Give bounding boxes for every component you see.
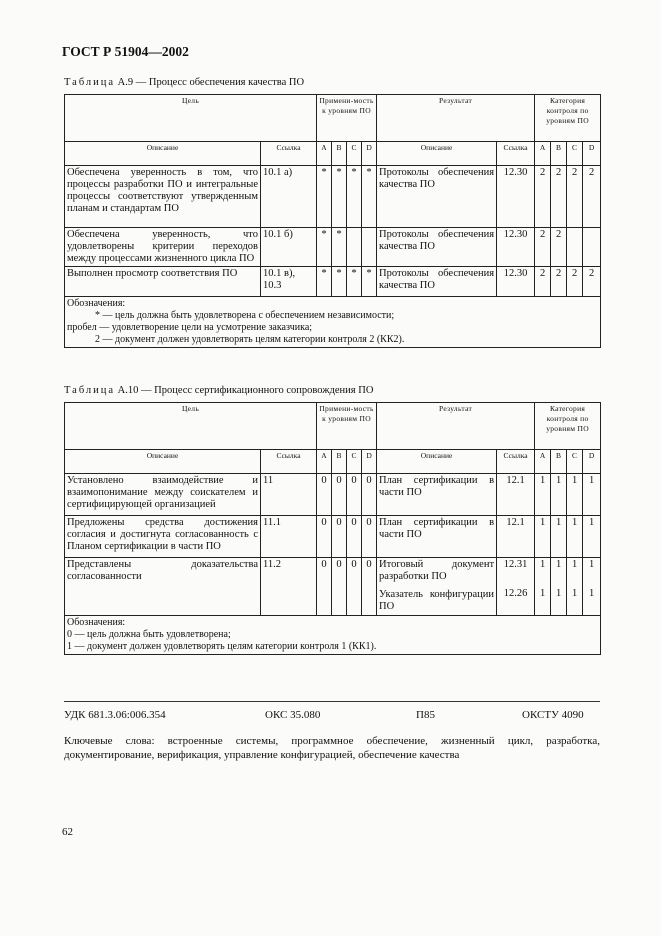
- result-reference-cell: [497, 267, 535, 297]
- result-reference-cell: [497, 516, 535, 558]
- category-value: 1: [555, 588, 562, 599]
- category-value: 1: [571, 517, 578, 528]
- applicability-mark: 0: [317, 516, 332, 558]
- notes-line: пробел — удовлетворение цели на усмотрение заказчика;: [67, 322, 313, 333]
- result-reference: 12.30: [503, 167, 528, 178]
- category-cell: [567, 516, 583, 558]
- goal-header: Цель: [65, 95, 317, 142]
- notes-line: 0 — цель должна быть удовлетворена;: [67, 629, 231, 640]
- result-reference-header: Ссылка: [497, 142, 535, 166]
- applicability-mark: 0: [332, 474, 347, 516]
- okstu-code: ОКСТУ 4090: [522, 709, 584, 721]
- category-cell: [567, 166, 583, 228]
- category-level-header: B: [551, 450, 567, 474]
- level-header: C: [347, 450, 362, 474]
- goal-reference: 10.1 а): [261, 166, 317, 228]
- category-value: 2: [539, 268, 546, 279]
- result-description: План сертификации в части ПО: [379, 475, 495, 498]
- goal-description: Представлены доказательства согласованности: [65, 558, 261, 616]
- result-header: Результат: [377, 95, 535, 142]
- table9-caption-prefix: Таблица: [64, 77, 116, 88]
- category-cell: [551, 267, 567, 297]
- goal-description: Установлено взаимодействие и взаимопонимание между соискателем и сертифицирующей организацией: [65, 474, 261, 516]
- applicability-mark: *: [317, 267, 332, 297]
- goal-description: Обеспечена уверенность, что удовлетворены критерии переходов между процессами жизненного цикла ПО: [65, 228, 261, 267]
- table-row: [65, 516, 601, 558]
- result-description-cell: [377, 558, 497, 616]
- applicability-mark: 0: [332, 516, 347, 558]
- keywords: Ключевые слова: встроенные системы, программное обеспечение, жизненный цикл, разработка, документирование, верификация, управление конфигурацией, обеспечение качества: [64, 735, 600, 761]
- footer-divider: [64, 701, 600, 702]
- level-header: B: [332, 142, 347, 166]
- reference-header: Ссылка: [261, 142, 317, 166]
- applicability-mark: 0: [347, 558, 362, 616]
- category-value: 1: [539, 475, 546, 486]
- category-value: 1: [588, 588, 595, 599]
- category-cell: [535, 474, 551, 516]
- result-description-cell: [377, 516, 497, 558]
- category-value: 2: [588, 167, 595, 178]
- applicability-mark: 0: [317, 558, 332, 616]
- applicability-mark: [347, 228, 362, 267]
- applicability-mark: *: [332, 166, 347, 228]
- applicability-mark: 0: [332, 558, 347, 616]
- level-header: A: [317, 450, 332, 474]
- category-value: [569, 229, 580, 240]
- result-description: Протоколы обеспечения качества ПО: [379, 229, 495, 252]
- result-description: Протоколы обеспечения качества ПО: [379, 167, 495, 190]
- result-reference: 12.30: [503, 229, 528, 240]
- category-level-header: C: [567, 142, 583, 166]
- category-cell: [535, 228, 551, 267]
- result-reference-cell: [497, 228, 535, 267]
- category-cell: [535, 516, 551, 558]
- category-value: 1: [588, 559, 595, 570]
- category-cell: [551, 166, 567, 228]
- category-value: 2: [571, 167, 578, 178]
- category-value: 2: [539, 167, 546, 178]
- applicability-mark: 0: [362, 558, 377, 616]
- level-header: C: [347, 142, 362, 166]
- applicability-mark: 0: [362, 474, 377, 516]
- result-description-cell: [377, 474, 497, 516]
- applicability-mark: *: [347, 267, 362, 297]
- notes-title: Обозначения:: [67, 298, 126, 309]
- applicability-mark: *: [362, 267, 377, 297]
- category-value: 1: [571, 475, 578, 486]
- goal-reference: 11.1: [261, 516, 317, 558]
- category-cell: [583, 516, 601, 558]
- goal-reference: 11: [261, 474, 317, 516]
- notes: [65, 297, 601, 348]
- applicability-mark: *: [317, 166, 332, 228]
- result-description-cell: [377, 267, 497, 297]
- result-reference-header: Ссылка: [497, 450, 535, 474]
- category-value: 1: [555, 559, 562, 570]
- result-description-cell: [377, 166, 497, 228]
- category-cell: [535, 166, 551, 228]
- table-a10: [64, 402, 601, 655]
- result-description: План сертификации в части ПО: [379, 517, 495, 540]
- table10-caption-text: А.10 — Процесс сертификационного сопровождения ПО: [115, 385, 374, 396]
- table10-caption-prefix: Таблица: [64, 385, 116, 396]
- result-reference-cell: [497, 558, 535, 616]
- table-row: [65, 474, 601, 516]
- goal-header: Цель: [65, 403, 317, 450]
- category-header: Категория контроля по уровням ПО: [535, 95, 601, 142]
- category-header: Категория контроля по уровням ПО: [535, 403, 601, 450]
- applicability-mark: [362, 228, 377, 267]
- category-level-header: A: [535, 450, 551, 474]
- page-number: 62: [62, 826, 73, 838]
- category-cell: [551, 228, 567, 267]
- category-value: 1: [571, 588, 578, 599]
- result-reference: 12.1: [506, 475, 525, 486]
- category-value: 1: [555, 517, 562, 528]
- category-value: 1: [571, 559, 578, 570]
- table-row: [65, 558, 601, 616]
- notes-line: 1 — документ должен удовлетворять целям категории контроля 1 (КК1).: [67, 641, 377, 652]
- applicability-mark: 0: [362, 516, 377, 558]
- category-cell: [551, 516, 567, 558]
- category-cell: [551, 558, 567, 616]
- category-value: 2: [571, 268, 578, 279]
- result-reference: 12.26: [503, 588, 528, 599]
- category-value: 2: [588, 268, 595, 279]
- notes-line: 2 — документ должен удовлетворять целям категории контроля 2 (КК2).: [95, 334, 405, 345]
- category-level-header: B: [551, 142, 567, 166]
- applicability-mark: *: [332, 228, 347, 267]
- result-description: Указатель конфигурации ПО: [379, 589, 495, 612]
- level-header: D: [362, 142, 377, 166]
- category-value: 2: [555, 229, 562, 240]
- result-header: Результат: [377, 403, 535, 450]
- description-header: Описание: [65, 450, 261, 474]
- category-value: 1: [555, 475, 562, 486]
- result-reference-cell: [497, 474, 535, 516]
- category-cell: [535, 558, 551, 616]
- table10-caption: [64, 385, 373, 396]
- category-value: 1: [588, 475, 595, 486]
- table-row: [65, 228, 601, 267]
- result-description: Итоговый документ разработки ПО: [379, 559, 495, 582]
- level-header: B: [332, 450, 347, 474]
- category-cell: [583, 228, 601, 267]
- category-cell: [567, 228, 583, 267]
- applicability-mark: 0: [317, 474, 332, 516]
- applicability-mark: *: [347, 166, 362, 228]
- table-a9: [64, 94, 601, 348]
- category-value: 2: [555, 268, 562, 279]
- applicability-header: Примени-мость к уровням ПО: [317, 403, 377, 450]
- result-description: Протоколы обеспечения качества ПО: [379, 268, 495, 291]
- category-cell: [583, 267, 601, 297]
- category-value: 1: [588, 517, 595, 528]
- goal-reference: 10.1 в), 10.3: [261, 267, 317, 297]
- goal-description: Выполнен просмотр соответствия ПО: [65, 267, 261, 297]
- notes-title: Обозначения:: [67, 617, 126, 628]
- result-description-header: Описание: [377, 450, 497, 474]
- standard-header: ГОСТ Р 51904—2002: [62, 44, 189, 59]
- category-level-header: A: [535, 142, 551, 166]
- table-row: [65, 267, 601, 297]
- level-header: A: [317, 142, 332, 166]
- notes-line: * — цель должна быть удовлетворена с обеспечением независимости;: [95, 310, 395, 321]
- category-cell: [551, 474, 567, 516]
- result-reference: 12.1: [506, 517, 525, 528]
- applicability-header: Примени-мость к уровням ПО: [317, 95, 377, 142]
- table-row: [65, 166, 601, 228]
- category-value: 1: [539, 517, 546, 528]
- goal-description: Обеспечена уверенность в том, что процессы разработки ПО и интегральные процессы соответствуют утвержденным планам и стандартам ПО: [65, 166, 261, 228]
- p-code: П85: [416, 709, 435, 721]
- category-level-header: C: [567, 450, 583, 474]
- result-reference: 12.31: [503, 559, 528, 570]
- category-value: 1: [539, 588, 546, 599]
- applicability-mark: 0: [347, 516, 362, 558]
- goal-reference: 11.2: [261, 558, 317, 616]
- result-description-header: Описание: [377, 142, 497, 166]
- goal-reference: 10.1 б): [261, 228, 317, 267]
- result-description-cell: [377, 228, 497, 267]
- applicability-mark: *: [362, 166, 377, 228]
- level-header: D: [362, 450, 377, 474]
- category-cell: [567, 267, 583, 297]
- category-value: 2: [539, 229, 546, 240]
- result-reference-cell: [497, 166, 535, 228]
- oks-code: ОКС 35.080: [265, 709, 321, 721]
- table9-caption: [64, 77, 304, 88]
- table9-caption-text: А.9 — Процесс обеспечения качества ПО: [115, 77, 305, 88]
- category-cell: [583, 558, 601, 616]
- applicability-mark: *: [317, 228, 332, 267]
- udk-code: УДК 681.3.06:006.354: [64, 709, 166, 721]
- category-value: 1: [539, 559, 546, 570]
- category-value: 2: [555, 167, 562, 178]
- category-cell: [583, 166, 601, 228]
- applicability-mark: *: [332, 267, 347, 297]
- result-reference: 12.30: [503, 268, 528, 279]
- category-cell: [567, 558, 583, 616]
- category-cell: [535, 267, 551, 297]
- applicability-mark: 0: [347, 474, 362, 516]
- category-cell: [583, 474, 601, 516]
- notes: [65, 616, 601, 655]
- reference-header: Ссылка: [261, 450, 317, 474]
- category-value: [585, 229, 598, 240]
- category-level-header: D: [583, 142, 601, 166]
- description-header: Описание: [65, 142, 261, 166]
- goal-description: Предложены средства достижения согласия и достигнута согласованность с Планом сертификации в части ПО: [65, 516, 261, 558]
- category-level-header: D: [583, 450, 601, 474]
- category-cell: [567, 474, 583, 516]
